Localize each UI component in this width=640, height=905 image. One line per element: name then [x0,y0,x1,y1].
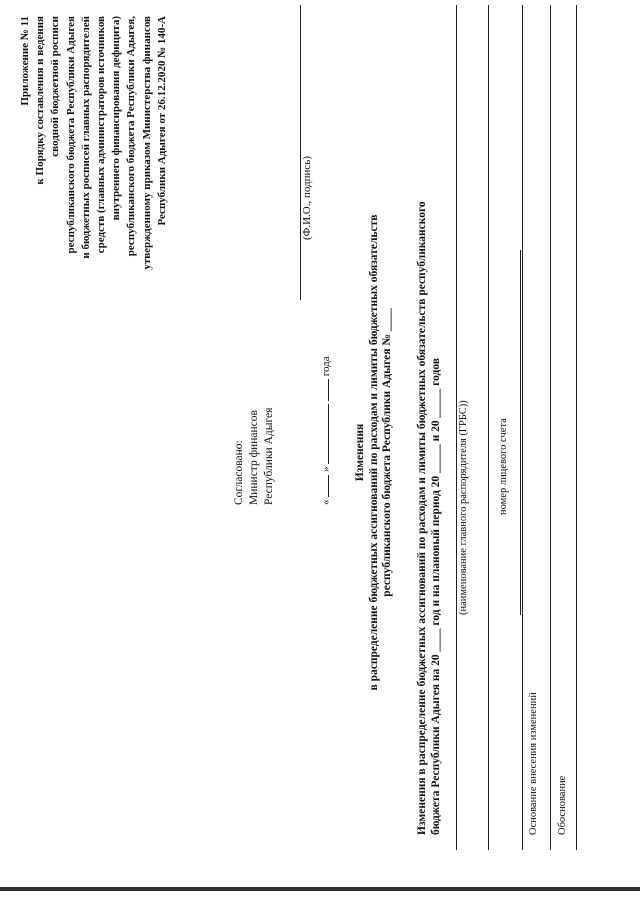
basis-label: Основание внесения изменений [528,692,539,835]
appendix-line: средств (главных администраторов источников [95,16,108,254]
appendix-line: республиканского бюджета Республики Адыгея, [125,16,138,257]
date-close-quote: » [320,466,332,472]
appendix-line: и бюджетных росписей главных распорядителей [79,16,92,259]
signature-line [300,5,301,300]
day-blank [318,475,329,497]
minister-region: Республики Адыгея [263,407,275,505]
approval-date [318,356,332,505]
grbs-caption: (наименование главного распорядителя (ГРБС)) [458,400,469,615]
document-title-line2: в распределение бюджетных ассигнований по расходам и лимиты бюджетных обязательств [368,214,380,691]
intro-line2: бюджета Республики Адыгея на 20 ____ год и на плановый период 20 _____ и 20 _____ годов [430,357,442,835]
month-blank [318,404,329,464]
appendix-line: Республики Адыгея от 26.12.2020 № 140-А [155,16,168,226]
document-title: Изменения [354,423,366,482]
appendix-line: республиканского бюджета Республики Адыгея [64,16,77,254]
appendix-line: Приложение № 11 [19,16,31,106]
basis-line-top [522,5,523,850]
grbs-line-2 [488,5,489,850]
justification-label: Обоснование [557,775,568,835]
appendix-line: к Порядку составления и ведения [34,16,47,185]
grbs-line [456,5,457,850]
appendix-line: внутреннего финансирования дефицита) [110,16,123,221]
document-title-line3: республиканского бюджета Республики Адыгея № ____ [381,308,393,597]
basis-line [550,5,551,850]
appendix-header [18,16,170,476]
account-number-line [520,250,521,615]
year-word: года [320,356,332,377]
intro-line1: Изменения в распределение бюджетных ассигнований по расходам и лимиты бюджетных обязательств республиканского [416,201,428,835]
agreed-label: Согласовано: [233,440,245,505]
scan-edge [0,887,640,891]
signature-caption: (Ф.И.О., подпись) [301,156,313,240]
justification-line [576,5,577,850]
minister-position: Министр финансов [248,410,260,505]
approval-block [232,408,277,505]
account-number-label: номер лицевого счета [498,418,509,515]
year-blank [318,379,329,401]
appendix-line: утвержденному приказом Министерства финансов [140,16,153,270]
date-open-quote: « [320,499,332,505]
appendix-line: сводной бюджетной росписи [49,16,62,157]
